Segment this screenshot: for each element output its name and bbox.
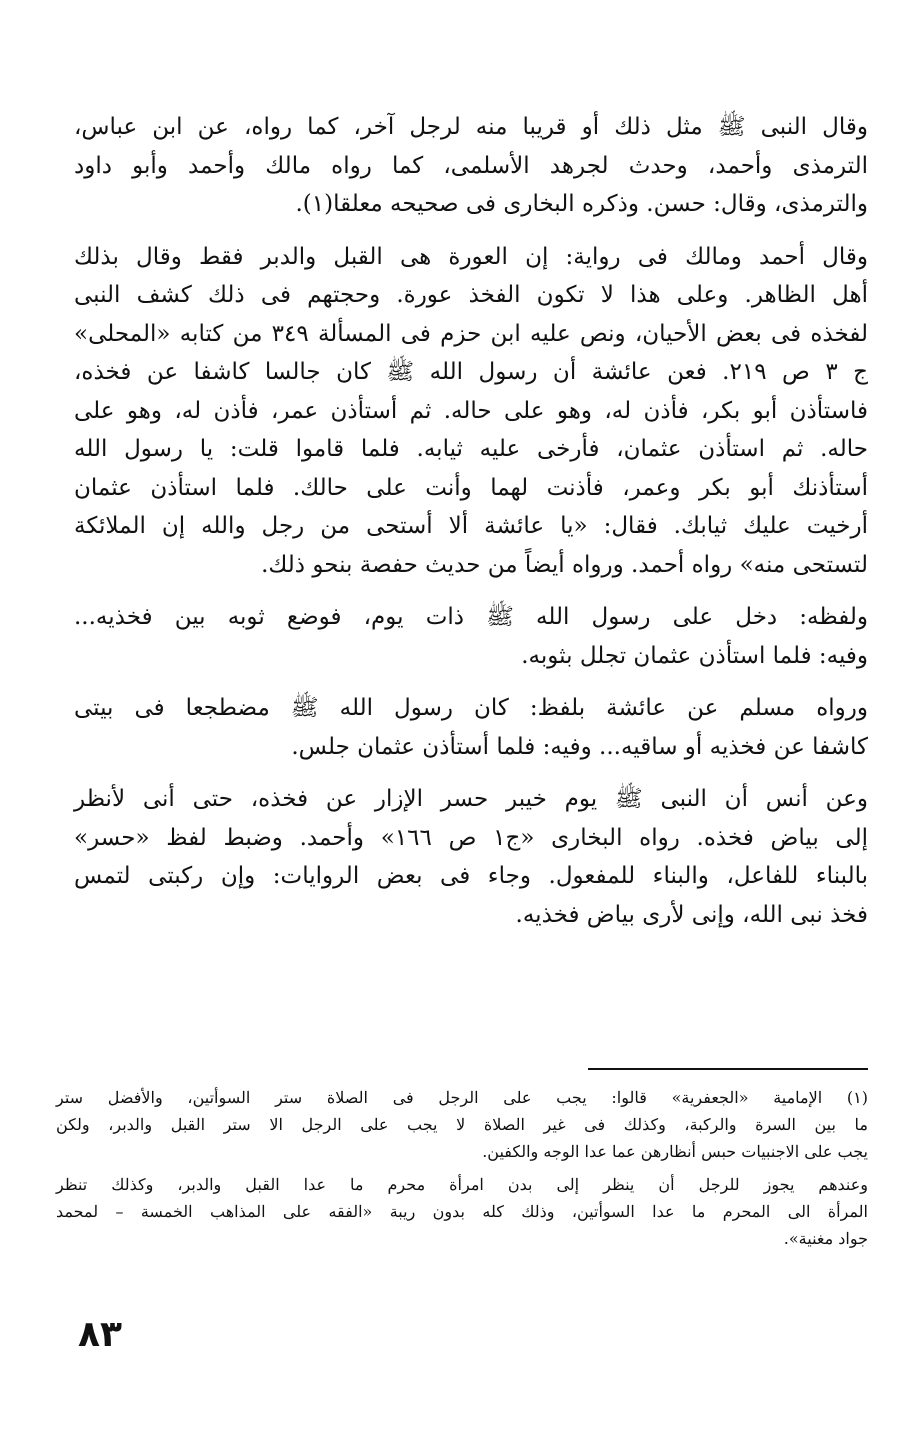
text-line: حاله. ثم استأذن عثمان، فأرخى عليه ثيابه. فلما قاموا قلت: يا رسول الله (74, 436, 868, 462)
text-line: أهل الظاهر. وعلى هذا لا تكون الفخذ عورة. وحجتهم فى ذلك كشف النبى (74, 282, 868, 308)
paragraph-4 (74, 689, 868, 766)
text-line: لفخذه فى بعض الأحيان، ونص عليه ابن حزم فى المسألة ٣٤٩ من كتابه «المحلى» (74, 320, 868, 347)
text-line: والترمذى، وقال: حسن. وذكره البخارى فى صحيحه معلقا(١). (295, 191, 868, 217)
paragraph-1 (74, 108, 868, 224)
paragraph-3 (74, 598, 868, 675)
paragraph-5 (74, 780, 868, 934)
main-text (74, 108, 868, 934)
text-line: ولفظه: دخل على رسول الله ﷺ ذات يوم، فوضع ثوبه بين فخذيه... (74, 604, 868, 630)
text-line: إلى بياض فخذه. رواه البخارى «ج١ ص ١٦٦» وأحمد. وضبط لفظ «حسر» (74, 824, 869, 851)
text-line: كاشفا عن فخذيه أو ساقيه... وفيه: فلما أستأذن عثمان جلس. (291, 733, 868, 760)
text-line: وفيه: فلما استأذن عثمان تجلل بثوبه. (521, 642, 868, 669)
footnote-line: (١) الإمامية «الجعفرية» قالوا: يجب على الرجل فى الصلاة ستر السوأتين، والأفضل ستر (56, 1088, 868, 1107)
footnote-line: وعندهم يجوز للرجل أن ينظر إلى بدن امرأة محرم ما عدا القبل والدبر، وكذلك تنظر (56, 1175, 868, 1194)
text-line: فخذ نبى الله، وإنى لأرى بياض فخذيه. (515, 901, 868, 928)
text-line: بالبناء للفاعل، والبناء للمفعول. وجاء فى بعض الروايات: وإن ركبتى لتمس (74, 863, 868, 889)
text-line: لتستحى منه» رواه أحمد. ورواه أيضاً من حديث حفصة بنحو ذلك. (261, 551, 868, 578)
page-number: ٨٣ (78, 1314, 122, 1355)
footnote-line: يجب على الاجنبيات حبس أنظارهن عما عدا الوجه والكفين. (482, 1142, 868, 1161)
text-line: ج ٣ ص ٢١٩. فعن عائشة أن رسول الله ﷺ كان جالسا كاشفا عن فخذه، (74, 359, 868, 385)
text-line: وقال أحمد ومالك فى رواية: إن العورة هى القبل والدبر فقط وقال بذلك (74, 243, 868, 270)
text-line: أستأذنك أبو بكر وعمر، فأذنت لهما وأنت على حالك. فلما استأذن عثمان (74, 474, 868, 501)
text-line: فاستأذن أبو بكر، فأذن له، وهو على حاله. ثم أستأذن عمر، فأذن له، وهو على (74, 397, 868, 424)
text-line: ورواه مسلم عن عائشة بلفظ: كان رسول الله ﷺ مضطجعا فى بيتى (74, 695, 868, 721)
footnote-1-continued (56, 1171, 868, 1252)
text-line: الترمذى وأحمد، وحدث لجرهد الأسلمى، كما رواه مالك وأحمد وأبو داود (74, 152, 868, 179)
footnote-line: المرأة الى المحرم ما عدا السوأتين، وذلك كله بدون ريبة «الفقه على المذاهب الخمسة – لمحمد (56, 1202, 868, 1221)
footnote-1 (56, 1084, 868, 1165)
footnotes (56, 1084, 868, 1252)
text-line: وعن أنس أن النبى ﷺ يوم خيبر حسر الإزار عن فخذه، حتى أنى لأنظر (74, 786, 868, 812)
text-line: أرخيت عليك ثيابك. فقال: «يا عائشة ألا أستحى من رجل والله إن الملائكة (74, 513, 868, 539)
footnote-line: ما بين السرة والركبة، وكذلك فى غير الصلاة لا يجب على الرجل الا ستر القبل والدبر، ولكن (56, 1115, 868, 1134)
footnote-divider (588, 1068, 868, 1070)
footnote-line: جواد مغنية». (783, 1229, 868, 1248)
paragraph-2 (74, 238, 868, 585)
text-line: وقال النبى ﷺ مثل ذلك أو قريبا منه لرجل آخر، كما رواه، عن ابن عباس، (74, 114, 868, 140)
